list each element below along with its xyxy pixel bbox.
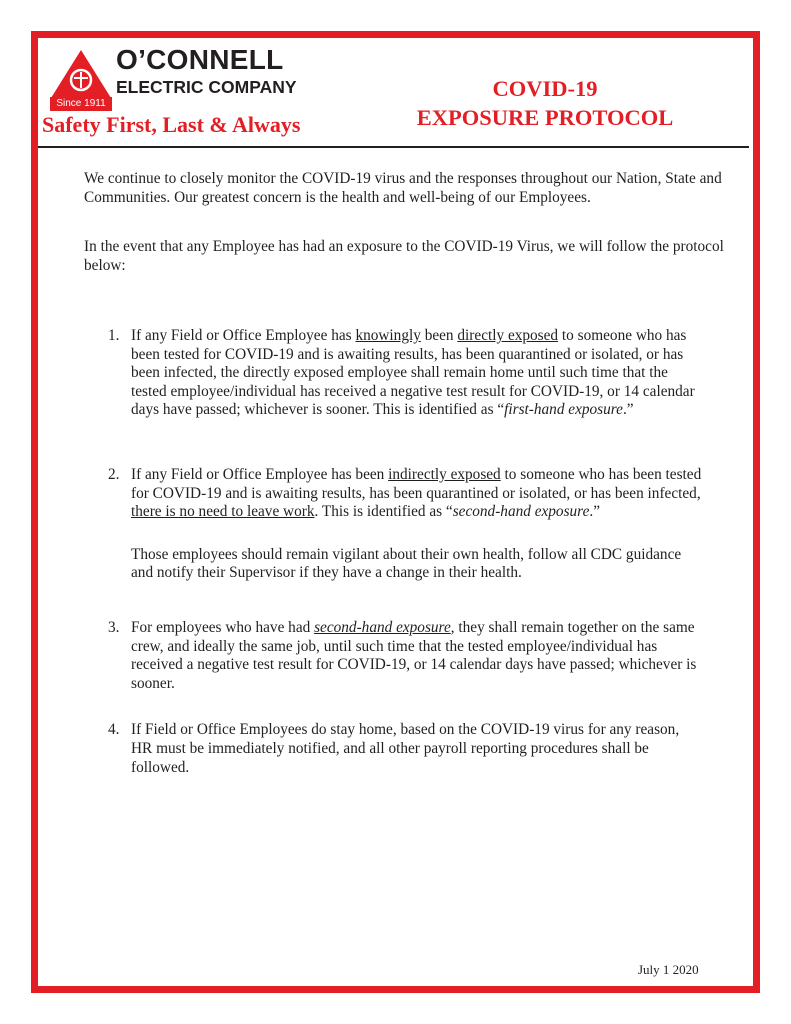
document-date: July 1 2020 <box>638 962 699 977</box>
oe-triangle-logo-icon <box>48 48 114 100</box>
item-text: For employees who have had <box>131 618 315 636</box>
since-badge: Since 1911 <box>50 97 112 111</box>
item-text: been <box>420 327 458 344</box>
item-emphasis: knowingly <box>355 327 421 344</box>
company-subname: ELECTRIC COMPANY <box>116 77 297 97</box>
item-number: 2. <box>108 465 120 483</box>
protocol-item-2 <box>84 466 704 583</box>
protocol-item-4 <box>84 721 704 777</box>
item-text: .” <box>589 503 600 521</box>
protocol-item-1 <box>84 327 704 420</box>
item-emphasis: directly exposed <box>457 327 559 344</box>
item-text: .” <box>622 401 634 419</box>
item-emphasis: there is no need to leave work <box>131 503 315 521</box>
title-line-2: EXPOSURE PROTOCOL <box>416 105 674 130</box>
title-line-1: COVID-19 <box>492 76 598 101</box>
item-text: If any Field or Office Employee has been <box>131 465 389 483</box>
item-term: second-hand exposure <box>314 618 451 636</box>
item-term: second-hand exposure <box>452 503 590 521</box>
item-2-note: Those employees should remain vigilant about their own health, follow all CDC guidance and notify their Supervisor if they have a change in their health. <box>131 545 682 582</box>
header-divider <box>38 146 749 148</box>
item-number: 4. <box>108 721 120 739</box>
company-name: O’CONNELL <box>116 44 284 75</box>
document-title <box>395 74 695 132</box>
item-number: 3. <box>108 618 120 636</box>
company-slogan: Safety First, Last & Always <box>42 112 301 137</box>
intro-paragraph-1: We continue to closely monitor the COVID-19 virus and the responses throughout our Nation, State and Communities. Our greatest concern is the health and well-being of our Employees. <box>84 170 722 206</box>
item-text: to someone who has been tested for COVID-19 and is awaiting results, has been quarantined or isolated, or has been infected, the directly exposed employee shall remain home until such time that the tested employee/individual has received a negative test result for COVID-19, or 14 calendar days have passed; whichever is sooner. This is identified as “ <box>131 327 695 419</box>
item-term: first-hand exposure <box>504 401 623 419</box>
item-text: , they shall remain together on the same crew, and ideally the same job, until such time that the tested employee/individual has received a negative test result for COVID-19, or 14 calendar days have passed; whichever is sooner. <box>131 618 697 692</box>
item-text: If any Field or Office Employee has <box>131 327 356 344</box>
protocol-item-3 <box>84 619 704 693</box>
protocol-list <box>84 327 704 777</box>
item-number: 1. <box>108 327 120 344</box>
item-text: . This is identified as “ <box>314 503 453 521</box>
item-text: to someone who has been tested for COVID-19 and is awaiting results, has been quarantined or isolated, or has been infected, <box>131 465 702 502</box>
item-emphasis: indirectly exposed <box>388 465 501 483</box>
item-text: If Field or Office Employees do stay home, based on the COVID-19 virus for any reason, HR must be immediately notified, and all other payroll reporting procedures shall be followed. <box>131 721 680 776</box>
intro-paragraph-2: In the event that any Employee has had an exposure to the COVID-19 Virus, we will follow the protocol below: <box>84 238 724 274</box>
